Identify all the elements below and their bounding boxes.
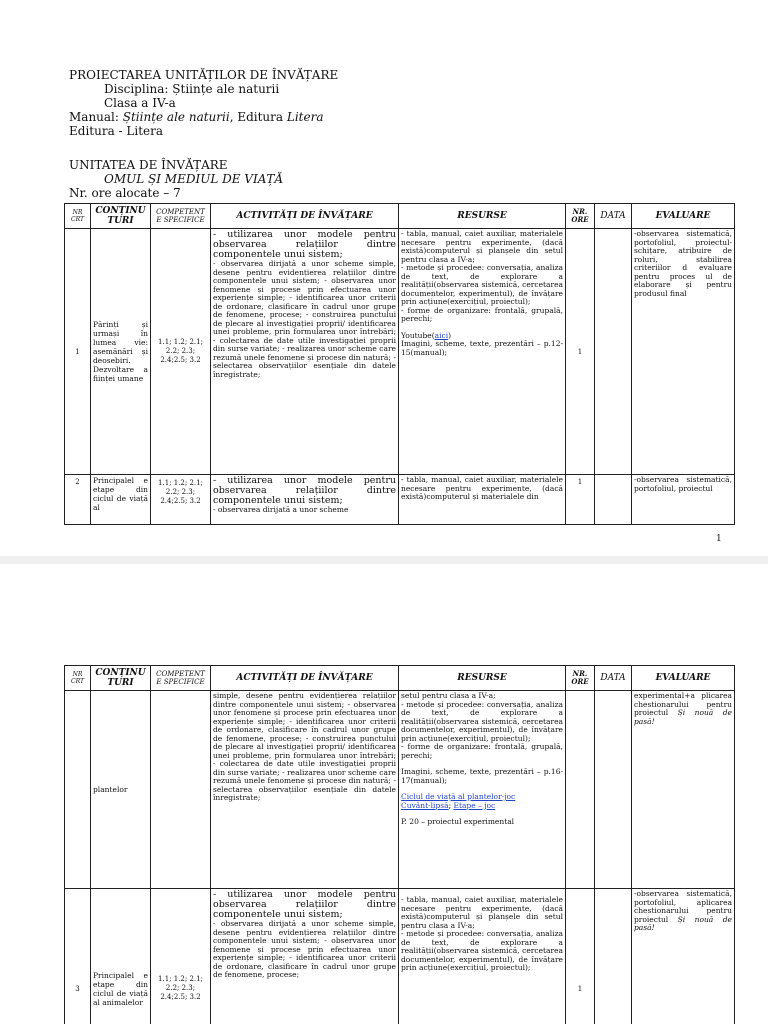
col-evaluation-header: EVALUARE	[632, 204, 735, 229]
row-number: 2	[65, 475, 91, 525]
life-cycle-plants-link[interactable]: Ciclul de viață al plantelor-joc	[401, 792, 516, 801]
class-line: Clasa a IV-a	[104, 96, 176, 110]
stages-game-link[interactable]: Etape – joc	[453, 800, 496, 810]
row-number: 1	[65, 229, 91, 475]
date-cell	[595, 475, 632, 525]
col-resources-header: RESURSE	[399, 666, 566, 691]
evaluation-cell: -observarea sistematică, portofoliul, aplicarea chestionarului pentru proiectul Și nouă de pasă!	[632, 889, 735, 1024]
manual-line: Manual: Științe ale naturii, Editura Litera	[69, 110, 324, 124]
col-nr-header: NR CRT	[65, 666, 91, 691]
col-competences-header: COMPETENT E SPECIFICE	[151, 204, 211, 229]
activities-cell: - utilizarea unor modele pentru observarea relațiilor dintre componentele unui sistem; - observarea dirijată a unor scheme simple, desene pentru evidențierea relațiilor dintre componentele unui sistem; - observarea unor fenomene și procese prin efectuarea unor experiențe simple; - identificarea unor criterii de ordonare, clasificare în cadrul unor grupe de fenomene, procese;	[211, 889, 399, 1024]
content-cell: plantelor	[91, 691, 151, 889]
table-row	[65, 691, 735, 889]
competences-cell	[151, 691, 211, 889]
competences-cell: 1.1; 1.2; 2.1; 2.2; 2.3; 2.4;2.5; 3.2	[151, 229, 211, 475]
row-number: 3	[65, 889, 91, 1024]
date-cell	[595, 889, 632, 1024]
youtube-link[interactable]: aici	[434, 330, 449, 340]
content-cell: Principalel e etape din ciclul de viață al	[91, 475, 151, 525]
date-cell	[595, 691, 632, 889]
activities-cell: - utilizarea unor modele pentru observarea relațiilor dintre componentele unui sistem; - observarea dirijată a unor scheme	[211, 475, 399, 525]
activities-cell: - utilizarea unor modele pentru observarea relațiilor dintre componentele unui sistem; - observarea dirijată a unor scheme simple, desene pentru evidențierea relațiilor dintre componentele unui sistem; - observarea unor fenomene și procese prin efectuarea unor experiențe simple; - identificarea unor criterii de ordonare, clasificare în cadrul unor grupe de fenomene, procese; - construirea punctului de plecare al investigației proprii/ identificarea unei probleme, prin formularea unor întrebări; - colectarea de date utile investigației proprii din surse variate; - realizarea unor scheme care rezumă unele fenomene și procese din natură; - selectarea observațiilor esențiale din datele înregistrate;	[211, 229, 399, 475]
table-row	[65, 889, 735, 1024]
hours-cell: 1	[566, 475, 595, 525]
col-date-header: DATA	[595, 204, 632, 229]
page-number: 1	[716, 534, 722, 544]
activities-cell: simple, desene pentru evidențierea relațiilor dintre componentele unui sistem; - observarea unor fenomene și procese prin efectuarea unor experiențe simple; - identificarea unor criterii de ordonare, clasificare în cadrul unor grupe de fenomene, procese; - construirea punctului de plecare al investigației proprii/ identificarea unei probleme, prin formularea unor întrebări; - colectarea de date utile investigației proprii din surse variate; - realizarea unor scheme care rezumă unele fenomene și procese din natură; - selectarea observațiilor esențiale din datele înregistrate;	[211, 691, 399, 889]
hours-cell: 1	[566, 889, 595, 1024]
col-competences-header: COMPETENT E SPECIFICE	[151, 666, 211, 691]
competences-cell: 1.1; 1.2; 2.1; 2.2; 2.3; 2.4;2.5; 3.2	[151, 889, 211, 1024]
col-content-header: CONȚINU TURI	[91, 666, 151, 691]
unit-name: OMUL ȘI MEDIUL DE VIAȚĂ	[104, 172, 284, 186]
col-content-header: CONȚINU TURI	[91, 204, 151, 229]
resources-cell: setul pentru clasa a IV-a; - metode și procedee: conversația, analiza de text, de explorare a realității(observarea sistemică, cercetarea documentelor, experimentul), de învățare prin acțiune(exercițiul, proiectul); - forme de organizare: frontală, grupală, perechi; Imagini, scheme, texte, prezentări – p.16-17(manual); Ciclul de viață al plantelor-joc Cuvânt-lipsă; Etape – joc P. 20 – proiectul experimental	[399, 691, 566, 889]
resources-cell: - tabla, manual, caiet auxiliar, materialele necesare pentru experimente, (dacă există)computerul și planșele din setul pentru clasa a IV-a; - metode și procedee: conversația, analiza de text, de explorare a realității(observarea sistemică, cercetarea documentelor, experimentul), de învățare prin acțiune(exercițiul, proiectul);	[399, 889, 566, 1024]
missing-word-link[interactable]: Cuvânt-lipsă	[401, 800, 449, 810]
evaluation-cell: -observarea sistematică, portofoliul, proiectul-schițare, atribuire de roluri, stabilirea criteriilor d evaluare pentru proces ul de elaborare și pentru produsul final	[632, 229, 735, 475]
row-number	[65, 691, 91, 889]
content-cell: Părinți și urmași în lumea vie: asemănări și deosebiri. Dezvoltare a ființei umane	[91, 229, 151, 475]
date-cell	[595, 229, 632, 475]
resources-cell: - tabla, manual, caiet auxiliar, materialele necesare pentru experimente, (dacă există)computerul și planșele din setul pentru clasa a IV-a; - metode și procedee: conversația, analiza de text, de explorare a realității(observarea sistemică, cercetarea documentelor, experimentul), de învățare prin acțiune(exercițiul, proiectul); - forme de organizare: frontală, grupală, perechi; Youtube(aici) Imagini, scheme, texte, prezentări – p.12-15(manual);	[399, 229, 566, 475]
col-date-header: DATA	[595, 666, 632, 691]
table-header-row	[65, 666, 735, 691]
hours-cell	[566, 691, 595, 889]
document-page-2	[0, 564, 768, 1024]
resources-cell: - tabla, manual, caiet auxiliar, materialele necesare pentru experimente, (dacă există)computerul și materialele din	[399, 475, 566, 525]
col-activities-header: ACTIVITĂȚI DE ÎNVĂȚARE	[211, 666, 399, 691]
evaluation-cell: -observarea sistematică, portofoliul, proiectul	[632, 475, 735, 525]
document-header	[69, 68, 338, 200]
col-nr-header: NR CRT	[65, 204, 91, 229]
hours-cell: 1	[566, 229, 595, 475]
unit-label: UNITATEA DE ÎNVĂȚARE	[69, 158, 228, 172]
content-cell: Principalel e etape din ciclul de viață al animalelor	[91, 889, 151, 1024]
table-row	[65, 229, 735, 475]
hours-line: Nr. ore alocate – 7	[69, 186, 181, 200]
planning-table-page-2	[64, 665, 735, 1024]
col-evaluation-header: EVALUARE	[632, 666, 735, 691]
subject-line: Disciplina: Științe ale naturii	[104, 82, 280, 96]
table-row	[65, 475, 735, 525]
publisher-line: Editura - Litera	[69, 124, 164, 138]
col-resources-header: RESURSE	[399, 204, 566, 229]
col-activities-header: ACTIVITĂȚI DE ÎNVĂȚARE	[211, 204, 399, 229]
document-title: PROIECTAREA UNITĂȚILOR DE ÎNVĂȚARE	[69, 68, 339, 82]
col-hours-header: NR. ORE	[566, 666, 595, 691]
page-separator	[0, 556, 768, 564]
evaluation-cell: experimental+a plicarea chestionarului pentru proiectul Și nouă de pasă!	[632, 691, 735, 889]
planning-table-page-1	[64, 203, 735, 525]
col-hours-header: NR. ORE	[566, 204, 595, 229]
table-header-row	[65, 204, 735, 229]
competences-cell: 1.1; 1.2; 2.1; 2.2; 2.3; 2.4;2.5; 3.2	[151, 475, 211, 525]
